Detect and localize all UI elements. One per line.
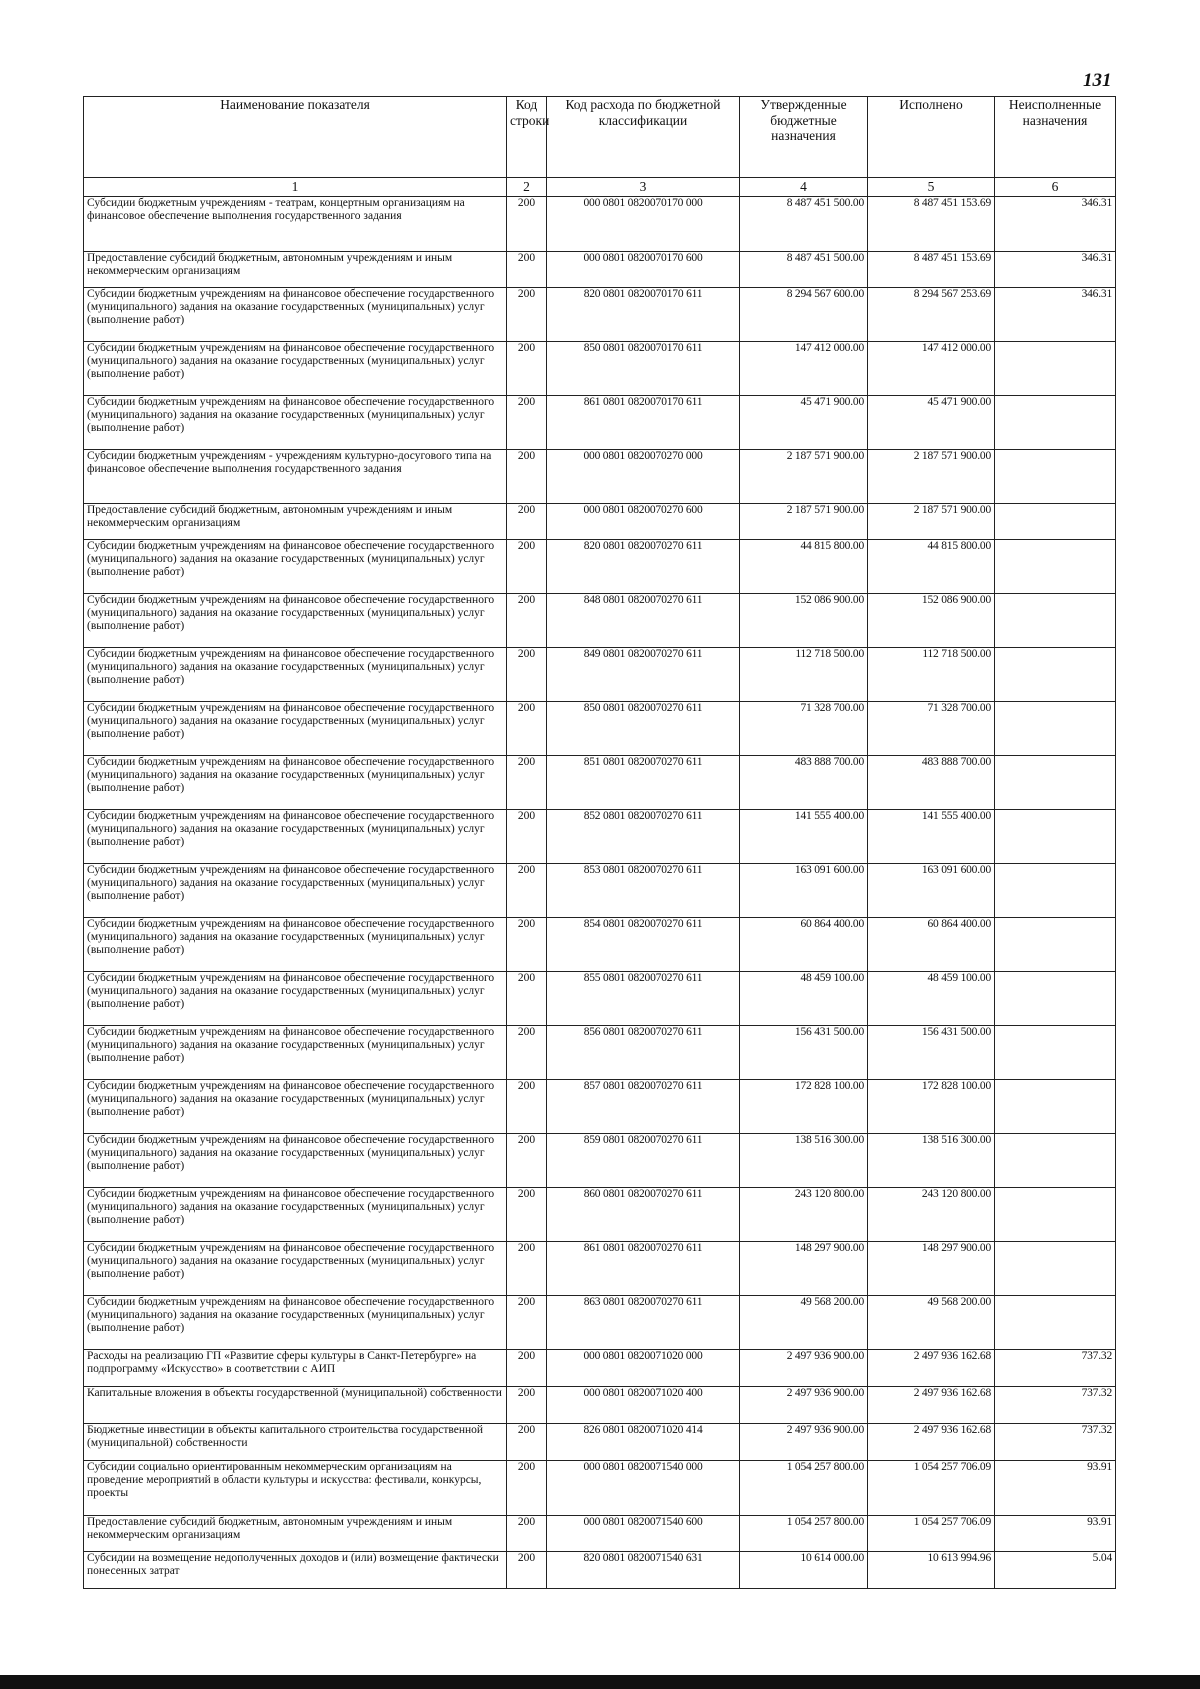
row-line-code: 200 [507,288,547,342]
row-expense-code: 826 0801 0820071020 414 [547,1424,740,1461]
row-name: Расходы на реализацию ГП «Развитие сферы культуры в Санкт-Петербурге» на подпрограмму «Искусство» в соответствии с АИП [84,1350,507,1387]
table-row [84,1242,1116,1296]
row-unexecuted [995,540,1116,594]
table-row [84,864,1116,918]
row-expense-code: 000 0801 0820071540 600 [547,1516,740,1552]
row-expense-code: 000 0801 0820071020 400 [547,1387,740,1424]
row-unexecuted: 737.32 [995,1424,1116,1461]
row-approved: 2 187 571 900.00 [740,450,868,504]
table-body [84,197,1116,1589]
row-line-code: 200 [507,1387,547,1424]
row-name: Субсидии бюджетным учреждениям на финансовое обеспечение государственного (муниципального) задания на оказание государственных (муниципальных) услуг (выполнение работ) [84,864,507,918]
row-unexecuted: 737.32 [995,1350,1116,1387]
header-approved: Утвержденные бюджетные назначения [740,97,868,178]
column-number-row [84,178,1116,197]
row-unexecuted [995,396,1116,450]
row-executed: 147 412 000.00 [868,342,995,396]
row-executed: 45 471 900.00 [868,396,995,450]
row-name: Субсидии бюджетным учреждениям на финансовое обеспечение государственного (муниципального) задания на оказание государственных (муниципальных) услуг (выполнение работ) [84,396,507,450]
row-name: Субсидии бюджетным учреждениям на финансовое обеспечение государственного (муниципального) задания на оказание государственных (муниципальных) услуг (выполнение работ) [84,1188,507,1242]
row-approved: 2 497 936 900.00 [740,1424,868,1461]
row-approved: 8 294 567 600.00 [740,288,868,342]
row-line-code: 200 [507,540,547,594]
row-approved: 147 412 000.00 [740,342,868,396]
row-unexecuted [995,1134,1116,1188]
row-line-code: 200 [507,1026,547,1080]
row-executed: 60 864 400.00 [868,918,995,972]
header-executed: Исполнено [868,97,995,178]
row-unexecuted [995,1026,1116,1080]
row-approved: 10 614 000.00 [740,1552,868,1589]
page-number: 131 [1083,70,1112,91]
row-executed: 112 718 500.00 [868,648,995,702]
row-expense-code: 000 0801 0820070170 000 [547,197,740,252]
row-approved: 483 888 700.00 [740,756,868,810]
row-approved: 45 471 900.00 [740,396,868,450]
row-expense-code: 863 0801 0820070270 611 [547,1296,740,1350]
budget-execution-table [83,96,1116,1589]
row-approved: 141 555 400.00 [740,810,868,864]
row-expense-code: 853 0801 0820070270 611 [547,864,740,918]
row-unexecuted [995,1296,1116,1350]
row-unexecuted [995,1080,1116,1134]
row-name: Субсидии бюджетным учреждениям на финансовое обеспечение государственного (муниципального) задания на оказание государственных (муниципальных) услуг (выполнение работ) [84,1134,507,1188]
row-expense-code: 820 0801 0820070270 611 [547,540,740,594]
row-line-code: 200 [507,864,547,918]
row-unexecuted [995,918,1116,972]
row-name: Субсидии бюджетным учреждениям на финансовое обеспечение государственного (муниципального) задания на оказание государственных (муниципальных) услуг (выполнение работ) [84,918,507,972]
row-name: Субсидии бюджетным учреждениям на финансовое обеспечение государственного (муниципального) задания на оказание государственных (муниципальных) услуг (выполнение работ) [84,702,507,756]
row-executed: 1 054 257 706.09 [868,1461,995,1516]
row-executed: 141 555 400.00 [868,810,995,864]
row-line-code: 200 [507,197,547,252]
table-row [84,1424,1116,1461]
table-row [84,1188,1116,1242]
table-row [84,252,1116,288]
column-number: 1 [84,178,507,197]
table-row [84,1296,1116,1350]
row-approved: 243 120 800.00 [740,1188,868,1242]
table-row [84,1461,1116,1516]
table-row [84,450,1116,504]
table-row [84,702,1116,756]
row-expense-code: 000 0801 0820070170 600 [547,252,740,288]
row-line-code: 200 [507,1242,547,1296]
table-row [84,1080,1116,1134]
row-line-code: 200 [507,1461,547,1516]
row-expense-code: 861 0801 0820070170 611 [547,396,740,450]
row-executed: 8 487 451 153.69 [868,252,995,288]
row-approved: 148 297 900.00 [740,1242,868,1296]
row-line-code: 200 [507,972,547,1026]
scan-edge-bar [0,1675,1200,1689]
row-unexecuted [995,504,1116,540]
row-approved: 8 487 451 500.00 [740,197,868,252]
row-expense-code: 820 0801 0820070170 611 [547,288,740,342]
row-executed: 2 187 571 900.00 [868,504,995,540]
row-approved: 2 497 936 900.00 [740,1387,868,1424]
row-name: Субсидии бюджетным учреждениям на финансовое обеспечение государственного (муниципального) задания на оказание государственных (муниципальных) услуг (выполнение работ) [84,1026,507,1080]
row-unexecuted [995,864,1116,918]
row-line-code: 200 [507,342,547,396]
row-line-code: 200 [507,1188,547,1242]
row-unexecuted: 346.31 [995,197,1116,252]
row-name: Субсидии бюджетным учреждениям на финансовое обеспечение государственного (муниципального) задания на оказание государственных (муниципальных) услуг (выполнение работ) [84,1080,507,1134]
table-row [84,756,1116,810]
row-executed: 243 120 800.00 [868,1188,995,1242]
table-row [84,342,1116,396]
row-unexecuted [995,1242,1116,1296]
row-line-code: 200 [507,252,547,288]
row-approved: 112 718 500.00 [740,648,868,702]
row-executed: 71 328 700.00 [868,702,995,756]
row-unexecuted [995,810,1116,864]
row-name: Бюджетные инвестиции в объекты капитального строительства государственной (муниципальной) собственности [84,1424,507,1461]
row-line-code: 200 [507,450,547,504]
row-approved: 71 328 700.00 [740,702,868,756]
row-expense-code: 861 0801 0820070270 611 [547,1242,740,1296]
table-row [84,504,1116,540]
row-line-code: 200 [507,594,547,648]
row-line-code: 200 [507,648,547,702]
row-executed: 172 828 100.00 [868,1080,995,1134]
row-approved: 1 054 257 800.00 [740,1461,868,1516]
row-unexecuted [995,972,1116,1026]
row-executed: 8 487 451 153.69 [868,197,995,252]
row-unexecuted [995,648,1116,702]
row-approved: 44 815 800.00 [740,540,868,594]
column-number: 3 [547,178,740,197]
row-name: Субсидии бюджетным учреждениям на финансовое обеспечение государственного (муниципального) задания на оказание государственных (муниципальных) услуг (выполнение работ) [84,972,507,1026]
row-expense-code: 852 0801 0820070270 611 [547,810,740,864]
row-executed: 163 091 600.00 [868,864,995,918]
row-name: Субсидии социально ориентированным некоммерческим организациям на проведение мероприятий в области культуры и искусства: фестивали, конкурсы, проекты [84,1461,507,1516]
row-approved: 8 487 451 500.00 [740,252,868,288]
row-expense-code: 860 0801 0820070270 611 [547,1188,740,1242]
table-row [84,648,1116,702]
row-name: Предоставление субсидий бюджетным, автономным учреждениям и иным некоммерческим организациям [84,1516,507,1552]
row-name: Субсидии бюджетным учреждениям - учреждениям культурно-досугового типа на финансовое обеспечение выполнения государственного задания [84,450,507,504]
row-executed: 483 888 700.00 [868,756,995,810]
row-unexecuted [995,342,1116,396]
row-expense-code: 848 0801 0820070270 611 [547,594,740,648]
table-row [84,1350,1116,1387]
row-approved: 172 828 100.00 [740,1080,868,1134]
table-row [84,1552,1116,1589]
row-expense-code: 851 0801 0820070270 611 [547,756,740,810]
row-approved: 49 568 200.00 [740,1296,868,1350]
table-header-row [84,97,1116,178]
row-executed: 152 086 900.00 [868,594,995,648]
row-approved: 2 497 936 900.00 [740,1350,868,1387]
row-name: Субсидии бюджетным учреждениям на финансовое обеспечение государственного (муниципального) задания на оказание государственных (муниципальных) услуг (выполнение работ) [84,1296,507,1350]
row-expense-code: 000 0801 0820071020 000 [547,1350,740,1387]
row-expense-code: 820 0801 0820071540 631 [547,1552,740,1589]
row-approved: 163 091 600.00 [740,864,868,918]
row-name: Субсидии бюджетным учреждениям на финансовое обеспечение государственного (муниципального) задания на оказание государственных (муниципальных) услуг (выполнение работ) [84,756,507,810]
row-unexecuted: 737.32 [995,1387,1116,1424]
table-row [84,594,1116,648]
row-unexecuted [995,702,1116,756]
row-name: Субсидии бюджетным учреждениям на финансовое обеспечение государственного (муниципального) задания на оказание государственных (муниципальных) услуг (выполнение работ) [84,342,507,396]
header-unexecuted: Неисполненные назначения [995,97,1116,178]
row-line-code: 200 [507,702,547,756]
table-row [84,197,1116,252]
row-executed: 48 459 100.00 [868,972,995,1026]
row-expense-code: 859 0801 0820070270 611 [547,1134,740,1188]
row-line-code: 200 [507,1516,547,1552]
row-executed: 138 516 300.00 [868,1134,995,1188]
row-name: Субсидии бюджетным учреждениям на финансовое обеспечение государственного (муниципального) задания на оказание государственных (муниципальных) услуг (выполнение работ) [84,540,507,594]
row-executed: 2 497 936 162.68 [868,1387,995,1424]
row-expense-code: 849 0801 0820070270 611 [547,648,740,702]
row-unexecuted: 346.31 [995,252,1116,288]
row-unexecuted [995,756,1116,810]
row-unexecuted: 93.91 [995,1461,1116,1516]
column-number: 4 [740,178,868,197]
row-approved: 1 054 257 800.00 [740,1516,868,1552]
row-unexecuted: 5.04 [995,1552,1116,1589]
row-executed: 156 431 500.00 [868,1026,995,1080]
row-executed: 2 497 936 162.68 [868,1350,995,1387]
row-name: Субсидии бюджетным учреждениям на финансовое обеспечение государственного (муниципального) задания на оказание государственных (муниципальных) услуг (выполнение работ) [84,288,507,342]
row-line-code: 200 [507,1552,547,1589]
row-name: Субсидии бюджетным учреждениям на финансовое обеспечение государственного (муниципального) задания на оказание государственных (муниципальных) услуг (выполнение работ) [84,1242,507,1296]
column-number: 6 [995,178,1116,197]
row-executed: 49 568 200.00 [868,1296,995,1350]
header-name: Наименование показателя [84,97,507,178]
row-expense-code: 850 0801 0820070170 611 [547,342,740,396]
row-name: Капитальные вложения в объекты государственной (муниципальной) собственности [84,1387,507,1424]
row-expense-code: 000 0801 0820070270 000 [547,450,740,504]
row-name: Субсидии на возмещение недополученных доходов и (или) возмещение фактически понесенных затрат [84,1552,507,1589]
row-approved: 48 459 100.00 [740,972,868,1026]
row-approved: 60 864 400.00 [740,918,868,972]
row-unexecuted: 346.31 [995,288,1116,342]
row-line-code: 200 [507,504,547,540]
row-line-code: 200 [507,1134,547,1188]
row-name: Предоставление субсидий бюджетным, автономным учреждениям и иным некоммерческим организациям [84,504,507,540]
row-expense-code: 854 0801 0820070270 611 [547,918,740,972]
row-line-code: 200 [507,1350,547,1387]
row-name: Предоставление субсидий бюджетным, автономным учреждениям и иным некоммерческим организациям [84,252,507,288]
row-approved: 138 516 300.00 [740,1134,868,1188]
row-line-code: 200 [507,1424,547,1461]
row-name: Субсидии бюджетным учреждениям на финансовое обеспечение государственного (муниципального) задания на оказание государственных (муниципальных) услуг (выполнение работ) [84,648,507,702]
table-row [84,810,1116,864]
row-unexecuted [995,450,1116,504]
row-name: Субсидии бюджетным учреждениям на финансовое обеспечение государственного (муниципального) задания на оказание государственных (муниципальных) услуг (выполнение работ) [84,594,507,648]
row-expense-code: 850 0801 0820070270 611 [547,702,740,756]
row-line-code: 200 [507,810,547,864]
table-row [84,1387,1116,1424]
row-approved: 152 086 900.00 [740,594,868,648]
row-line-code: 200 [507,918,547,972]
table-row [84,540,1116,594]
row-expense-code: 857 0801 0820070270 611 [547,1080,740,1134]
table-row [84,1516,1116,1552]
header-line-code: Код строки [507,97,547,178]
row-executed: 2 187 571 900.00 [868,450,995,504]
table-row [84,1134,1116,1188]
row-line-code: 200 [507,1296,547,1350]
table-row [84,396,1116,450]
row-expense-code: 856 0801 0820070270 611 [547,1026,740,1080]
row-expense-code: 000 0801 0820071540 000 [547,1461,740,1516]
table-row [84,972,1116,1026]
column-number: 5 [868,178,995,197]
row-approved: 2 187 571 900.00 [740,504,868,540]
row-executed: 2 497 936 162.68 [868,1424,995,1461]
row-executed: 44 815 800.00 [868,540,995,594]
row-approved: 156 431 500.00 [740,1026,868,1080]
row-executed: 1 054 257 706.09 [868,1516,995,1552]
row-unexecuted [995,1188,1116,1242]
table-row [84,918,1116,972]
row-expense-code: 855 0801 0820070270 611 [547,972,740,1026]
row-expense-code: 000 0801 0820070270 600 [547,504,740,540]
row-unexecuted [995,594,1116,648]
header-expense-code: Код расхода по бюджетной классификации [547,97,740,178]
row-line-code: 200 [507,756,547,810]
row-executed: 148 297 900.00 [868,1242,995,1296]
table-row [84,288,1116,342]
row-executed: 10 613 994.96 [868,1552,995,1589]
row-line-code: 200 [507,1080,547,1134]
row-line-code: 200 [507,396,547,450]
row-name: Субсидии бюджетным учреждениям на финансовое обеспечение государственного (муниципального) задания на оказание государственных (муниципальных) услуг (выполнение работ) [84,810,507,864]
row-name: Субсидии бюджетным учреждениям - театрам, концертным организациям на финансовое обеспечение выполнения государственного задания [84,197,507,252]
row-unexecuted: 93.91 [995,1516,1116,1552]
table-row [84,1026,1116,1080]
column-number: 2 [507,178,547,197]
row-executed: 8 294 567 253.69 [868,288,995,342]
